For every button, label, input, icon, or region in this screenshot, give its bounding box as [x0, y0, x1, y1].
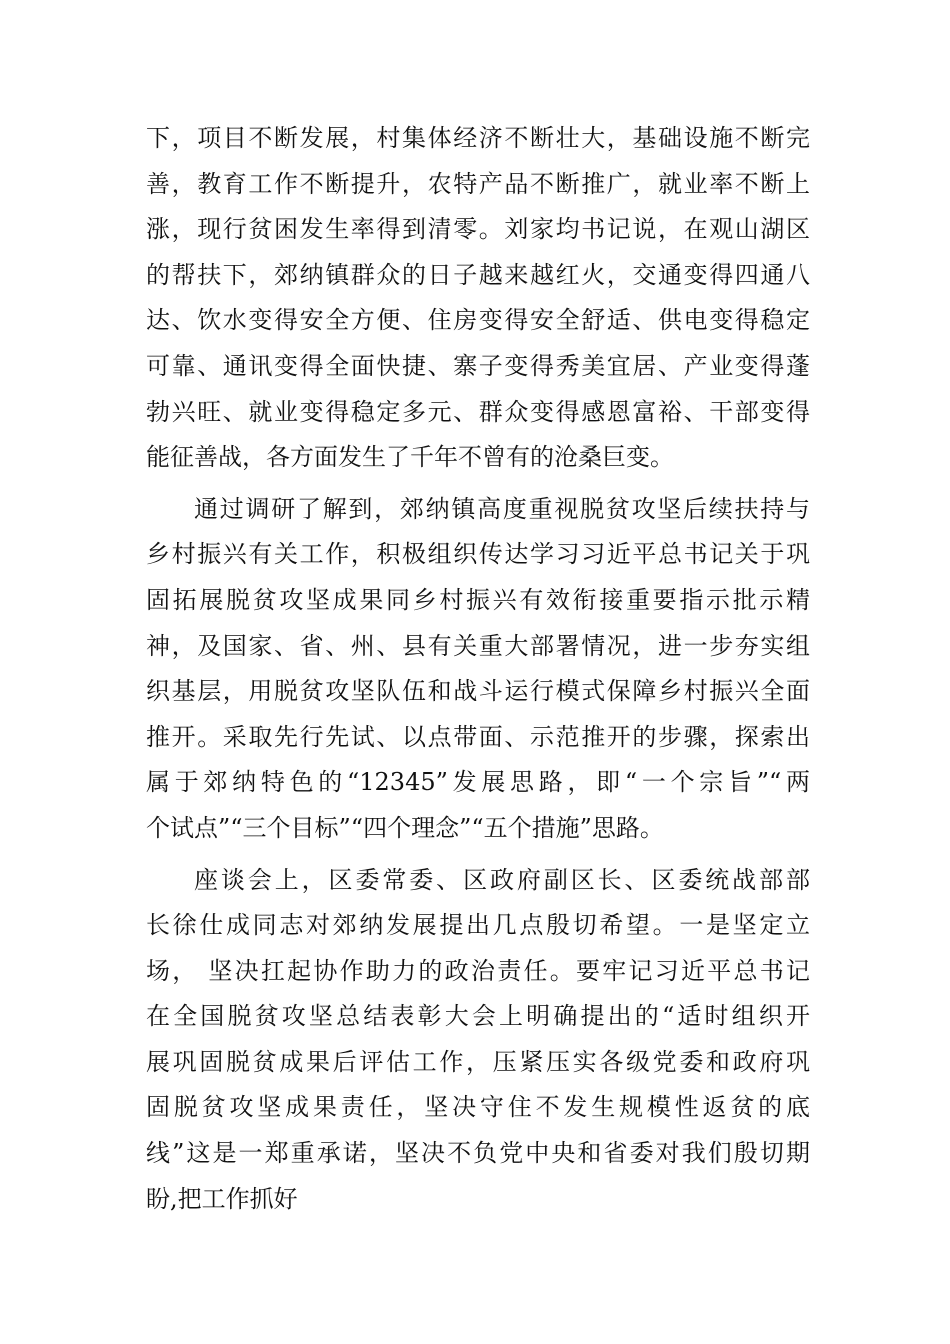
text-line: 达、饮水变得安全方便、住房变得安全舒适、供电变得稳定: [146, 306, 810, 335]
text-line: 展巩固脱贫成果后评估工作，压紧压实各级党委和政府巩: [146, 1047, 810, 1076]
text-line: 固拓展脱贫攻坚成果同乡村振兴有效衔接重要指示批示精: [146, 585, 810, 614]
text-line: 涨，现行贫困发生率得到清零。刘家均书记说，在观山湖区: [146, 215, 810, 244]
text-line: 属于郊纳特色的“12345”发展思路，即“一个宗旨”“两: [146, 768, 810, 797]
paragraph-1: [146, 116, 810, 481]
text-line: 通过调研了解到，郊纳镇高度重视脱贫攻坚后续扶持与: [194, 494, 810, 523]
document-body: [146, 116, 810, 1222]
text-line: 织基层，用脱贫攻坚队伍和战斗运行模式保障乡村振兴全面: [146, 677, 810, 706]
text-line: 的帮扶下，郊纳镇群众的日子越来越红火，交通变得四通八: [146, 260, 810, 289]
text-line: 场， 坚决扛起协作助力的政治责任。要牢记习近平总书记: [146, 956, 810, 985]
paragraph-3: [146, 858, 810, 1223]
text-line: 固脱贫攻坚成果责任，坚决守住不发生规模性返贫的底: [146, 1093, 810, 1122]
paragraph-2: [146, 487, 810, 852]
text-line: 下，项目不断发展，村集体经济不断壮大，基础设施不断完: [146, 124, 810, 152]
text-line: 个试点”“三个目标”“四个理念”“五个措施”思路。: [146, 813, 664, 842]
text-line: 乡村振兴有关工作，积极组织传达学习习近平总书记关于巩: [146, 540, 810, 569]
text-line: 推开。采取先行先试、以点带面、示范推开的步骤，探索出: [146, 722, 810, 751]
text-line: 在全国脱贫攻坚总结表彰大会上明确提出的“适时组织开: [146, 1002, 810, 1031]
text-line: 勃兴旺、就业变得稳定多元、群众变得感恩富裕、干部变得: [146, 397, 810, 426]
text-line: 神，及国家、省、州、县有关重大部署情况，进一步夯实组: [146, 631, 810, 660]
text-line: 线”这是一郑重承诺，坚决不负党中央和省委对我们殷切期: [146, 1139, 810, 1168]
text-line: 善，教育工作不断提升，农特产品不断推广，就业率不断上: [146, 169, 810, 198]
text-line: 长徐仕成同志对郊纳发展提出几点殷切希望。一是坚定立: [146, 911, 810, 940]
text-line: 可靠、通讯变得全面快捷、寨子变得秀美宜居、产业变得蓬: [146, 351, 810, 380]
text-line: 座谈会上，区委常委、区政府副区长、区委统战部部: [194, 865, 810, 894]
text-line: 能征善战，各方面发生了千年不曾有的沧桑巨变。: [146, 443, 674, 472]
text-line: 盼,把工作抓好: [146, 1184, 298, 1213]
